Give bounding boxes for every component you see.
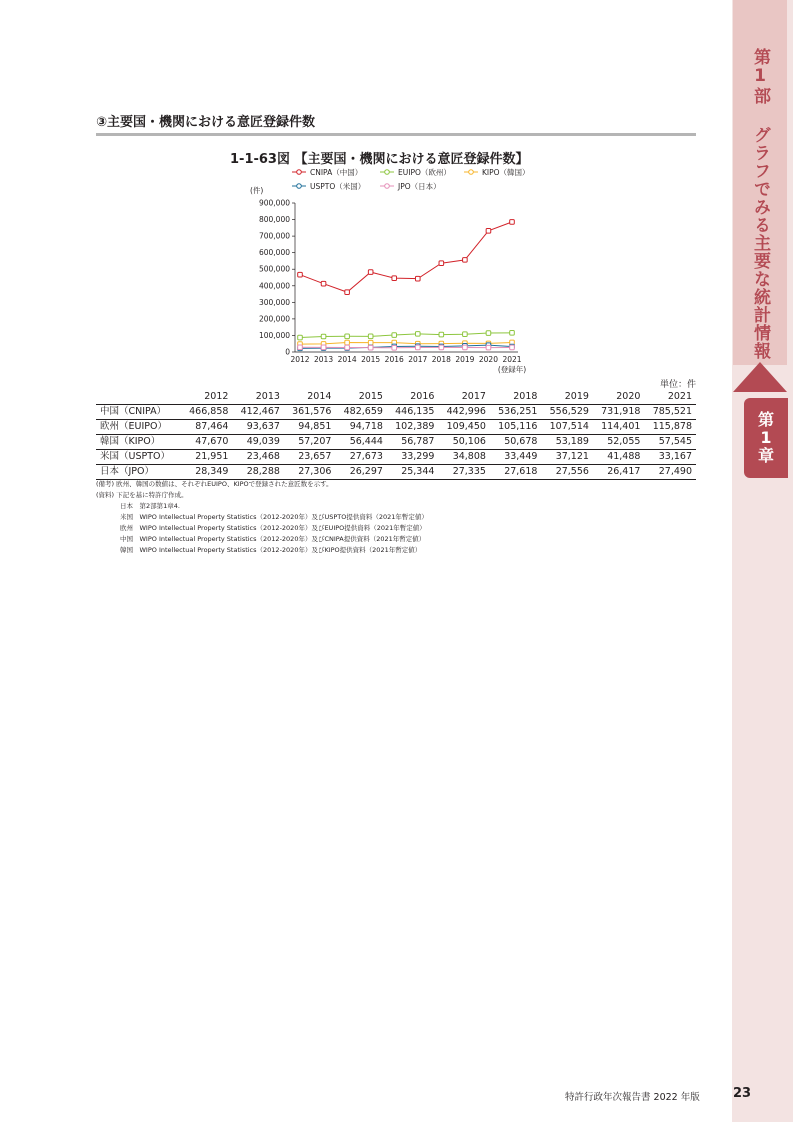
y-tick-label: 700,000 (258, 231, 290, 241)
table-year-header: 2014 (284, 390, 336, 405)
part-title: 第1部 グラフでみる主要な統計情報 (750, 48, 770, 360)
y-tick-label: 300,000 (258, 297, 290, 307)
table-year-header: 2018 (490, 390, 542, 405)
table-cell: 37,121 (541, 450, 593, 465)
data-point (486, 229, 491, 234)
data-point (368, 345, 373, 350)
table-cell: 102,389 (387, 420, 439, 435)
part-arrow (733, 362, 787, 392)
data-point (298, 272, 303, 277)
x-tick-label: 2021 (502, 355, 522, 364)
note-line: 米国 WIPO Intellectual Property Statistics（2012-2020年）及びUSPTO提供資料（2021年暫定値） (120, 513, 428, 521)
table-row (96, 405, 696, 420)
table-row-label: 欧州（EUIPO） (96, 420, 181, 435)
data-point (368, 270, 373, 275)
table-row (96, 465, 696, 480)
table-cell: 34,808 (438, 450, 490, 465)
table-cell: 21,951 (181, 450, 233, 465)
table-cell: 56,444 (335, 435, 387, 450)
series-line (300, 333, 512, 338)
data-point (510, 345, 515, 350)
table-cell: 466,858 (181, 405, 233, 420)
table-cell: 93,637 (232, 420, 284, 435)
data-point (510, 220, 515, 225)
y-tick-label: 0 (285, 347, 290, 357)
legend-label: JPO（日本） (398, 182, 441, 191)
legend-label: USPTO（米国） (310, 182, 366, 191)
table-cell: 26,297 (335, 465, 387, 480)
table-cell: 56,787 (387, 435, 439, 450)
table-cell: 785,521 (644, 405, 696, 420)
table-cell: 94,718 (335, 420, 387, 435)
table-cell: 731,918 (593, 405, 645, 420)
table-cell: 94,851 (284, 420, 336, 435)
data-point (321, 281, 326, 286)
data-point (392, 333, 397, 338)
chapter-label-2: 1 (760, 428, 772, 447)
table-cell: 536,251 (490, 405, 542, 420)
table-year-header: 2016 (387, 390, 439, 405)
table-cell: 27,490 (644, 465, 696, 480)
table-cell: 27,556 (541, 465, 593, 480)
x-tick-label: 2014 (337, 355, 357, 364)
table-cell: 27,673 (335, 450, 387, 465)
table-cell: 114,401 (593, 420, 645, 435)
table-cell: 23,468 (232, 450, 284, 465)
table-row (96, 420, 696, 435)
table-year-header: 2021 (644, 390, 696, 405)
table-cell: 105,116 (490, 420, 542, 435)
table-header-row (96, 390, 696, 405)
data-point (439, 332, 444, 337)
notes (96, 479, 428, 556)
data-point (510, 331, 515, 336)
series-line (300, 342, 512, 344)
table-cell: 412,467 (232, 405, 284, 420)
legend-swatch-marker (297, 170, 302, 175)
table-cell: 361,576 (284, 405, 336, 420)
page-number: 23 (733, 1086, 752, 1101)
table-cell: 27,335 (438, 465, 490, 480)
note-line: 日本 第2部第1章4. (120, 502, 180, 510)
table-cell: 50,678 (490, 435, 542, 450)
legend-swatch-marker (297, 184, 302, 189)
note-line: 欧州 WIPO Intellectual Property Statistics（2012-2020年）及びEUIPO提供資料（2021年暫定値） (120, 524, 426, 532)
legend-label: EUIPO（欧州） (398, 168, 451, 177)
data-point (486, 345, 491, 350)
table-row (96, 450, 696, 465)
data-point (298, 335, 303, 340)
table-cell: 57,207 (284, 435, 336, 450)
y-axis-label: (件) (250, 186, 264, 195)
data-point (298, 345, 303, 350)
note-line: 中国 WIPO Intellectual Property Statistics（2012-2020年）及びCNIPA提供資料（2021年暫定値） (120, 535, 426, 543)
table-cell: 23,657 (284, 450, 336, 465)
y-tick-label: 100,000 (258, 330, 290, 340)
table-cell: 57,545 (644, 435, 696, 450)
data-point (321, 345, 326, 350)
note-line: (資料) 下記を基に特許庁作成。 (96, 491, 188, 499)
data-point (415, 332, 420, 337)
note-line: 韓国 WIPO Intellectual Property Statistics（2012-2020年）及びKIPO提供資料（2021年暫定値） (120, 546, 422, 554)
data-point (345, 334, 350, 339)
data-point (345, 290, 350, 295)
data-point (463, 258, 468, 263)
x-tick-label: 2013 (314, 355, 334, 364)
table-cell: 107,514 (541, 420, 593, 435)
table-cell: 28,288 (232, 465, 284, 480)
table-cell: 87,464 (181, 420, 233, 435)
data-point (392, 346, 397, 351)
data-point (463, 332, 468, 337)
x-tick-label: 2020 (478, 355, 498, 364)
table-year-header: 2013 (232, 390, 284, 405)
data-point (392, 276, 397, 281)
table-row-label: 中国（CNIPA） (96, 405, 181, 420)
chapter-tab (744, 398, 788, 478)
data-point (463, 345, 468, 350)
figure-title: 1-1-63図 【主要国・機関における意匠登録件数】 (230, 152, 529, 167)
x-tick-label: 2012 (290, 355, 310, 364)
table-row-label: 日本（JPO） (96, 465, 181, 480)
x-axis-label: (登録年) (497, 365, 527, 374)
x-tick-label: 2015 (361, 355, 381, 364)
table-cell: 47,670 (181, 435, 233, 450)
line-chart (250, 165, 550, 380)
table-cell: 28,349 (181, 465, 233, 480)
table-cell: 33,167 (644, 450, 696, 465)
table-cell: 115,878 (644, 420, 696, 435)
legend-swatch-marker (385, 184, 390, 189)
table-cell: 33,449 (490, 450, 542, 465)
data-point (368, 340, 373, 345)
series-line (300, 222, 512, 292)
table-year-header: 2020 (593, 390, 645, 405)
footer-text: 特許行政年次報告書 2022 年版 (565, 1092, 700, 1103)
x-tick-label: 2018 (431, 355, 451, 364)
x-tick-label: 2016 (384, 355, 404, 364)
table-cell: 33,299 (387, 450, 439, 465)
section-divider (96, 133, 696, 136)
table-cell: 482,659 (335, 405, 387, 420)
data-point (439, 261, 444, 266)
table-year-header: 2015 (335, 390, 387, 405)
table-row (96, 435, 696, 450)
y-tick-label: 500,000 (258, 264, 290, 274)
data-point (321, 334, 326, 339)
legend-swatch-marker (385, 170, 390, 175)
table-cell: 25,344 (387, 465, 439, 480)
data-point (415, 276, 420, 281)
table-cell: 52,055 (593, 435, 645, 450)
data-point (415, 345, 420, 350)
legend-label: KIPO（韓国） (482, 168, 530, 177)
y-tick-label: 200,000 (258, 314, 290, 324)
data-point (486, 331, 491, 336)
table-cell: 27,306 (284, 465, 336, 480)
chapter-label-1: 第 (757, 410, 774, 429)
table-cell: 41,488 (593, 450, 645, 465)
legend-label: CNIPA（中国） (310, 168, 363, 177)
data-point (345, 345, 350, 350)
table-cell: 556,529 (541, 405, 593, 420)
y-tick-label: 900,000 (258, 198, 290, 208)
legend-swatch-marker (469, 170, 474, 175)
table-row-label: 韓国（KIPO） (96, 435, 181, 450)
unit-label: 単位：件 (659, 380, 696, 390)
x-tick-label: 2017 (408, 355, 428, 364)
y-tick-label: 800,000 (258, 215, 290, 225)
table-year-header: 2017 (438, 390, 490, 405)
table-cell: 442,996 (438, 405, 490, 420)
note-line: (備考) 欧州、韓国の数値は、それぞれEUIPO、KIPOで登録された意匠数を示す。 (96, 480, 333, 488)
section-title: ③主要国・機関における意匠登録件数 (96, 115, 316, 130)
table-year-header: 2019 (541, 390, 593, 405)
table-corner (96, 390, 181, 405)
data-point (439, 345, 444, 350)
table-cell: 49,039 (232, 435, 284, 450)
chapter-label-3: 章 (757, 446, 774, 465)
table-cell: 26,417 (593, 465, 645, 480)
table-row-label: 米国（USPTO） (96, 450, 181, 465)
table-cell: 53,189 (541, 435, 593, 450)
data-point (368, 334, 373, 339)
x-tick-label: 2019 (455, 355, 475, 364)
table-body (96, 405, 696, 480)
table-cell: 109,450 (438, 420, 490, 435)
table-cell: 50,106 (438, 435, 490, 450)
y-tick-label: 400,000 (258, 281, 290, 291)
y-tick-label: 600,000 (258, 248, 290, 258)
data-table (96, 390, 696, 480)
table-cell: 446,135 (387, 405, 439, 420)
table-year-header: 2012 (181, 390, 233, 405)
table-cell: 27,618 (490, 465, 542, 480)
data-point (345, 340, 350, 345)
